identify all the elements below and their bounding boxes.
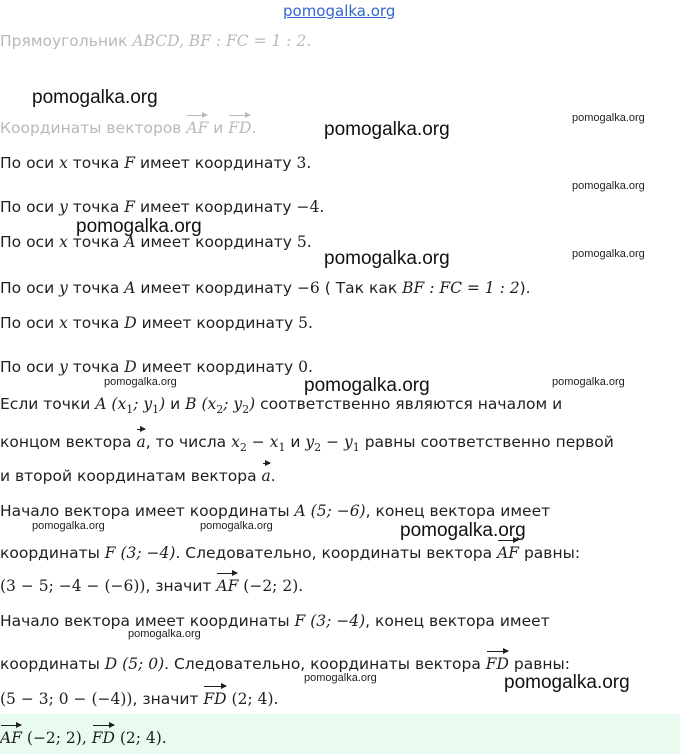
watermark: pomogalka.org (128, 628, 201, 640)
point-f-coords: F (3; −4) (294, 612, 366, 630)
rule-line (0, 395, 562, 416)
fd-result-line (0, 683, 278, 708)
point-d-coords: D (5; 0) (104, 655, 165, 673)
text: точка (72, 279, 120, 297)
text: точка (72, 314, 120, 332)
text: точка (72, 233, 120, 251)
text: имеет координату (141, 358, 294, 376)
axis-var: x (59, 233, 68, 251)
axis-var: x (59, 314, 68, 332)
text: Начало вектора имеет координаты (0, 502, 290, 520)
vector-fd: FD (486, 648, 509, 673)
text: равны соответственно первой (364, 433, 614, 451)
af-calc: (3 − 5; −4 − (−6)) (0, 577, 146, 595)
math: A (x (95, 395, 127, 413)
text: соответственно являются началом и (260, 395, 563, 413)
math: ; y (133, 395, 153, 413)
af-coords: (−2; 2). (243, 577, 304, 595)
watermark-link[interactable]: pomogalka.org (283, 2, 396, 20)
math: ) (249, 395, 256, 413)
af-line (0, 502, 550, 520)
text: . (270, 467, 276, 485)
watermark: pomogalka.org (304, 375, 430, 396)
text: По оси (0, 314, 55, 332)
x-diff (231, 433, 286, 455)
statement-math: ABCD, BF : FC = 1 : 2. (132, 32, 312, 50)
fd-answer: (2; 4). (119, 729, 167, 747)
watermark: pomogalka.org (504, 672, 630, 693)
text: По оси (0, 233, 55, 251)
vector-a: a (136, 426, 145, 451)
y-diff (305, 433, 360, 455)
vector-fd: FD (92, 722, 115, 747)
point-var: A (124, 279, 136, 297)
math: ) (159, 395, 166, 413)
subscript: 1 (126, 403, 134, 417)
point-var: D (124, 358, 137, 376)
text: , значит (132, 690, 199, 708)
text: концом вектора (0, 433, 132, 451)
fd-line (0, 612, 550, 630)
point-var: A (124, 233, 136, 251)
vector-fd: FD (228, 112, 251, 137)
axis-var: y (59, 358, 68, 376)
subscript: 2 (242, 403, 250, 417)
coord-value: 0. (298, 358, 313, 376)
text: , значит (145, 577, 212, 595)
text: координаты (0, 544, 100, 562)
statement-text: Прямоугольник (0, 32, 128, 50)
subscript: 1 (278, 441, 286, 455)
watermark: pomogalka.org (572, 180, 645, 192)
text: имеет координату (140, 233, 292, 251)
text: координаты (0, 655, 100, 673)
coord-value: 5. (298, 314, 313, 332)
text: По оси (0, 198, 55, 216)
point-a-coords: A (5; −6) (294, 502, 366, 520)
axis-var: x (59, 154, 68, 172)
math: − y (321, 433, 353, 451)
text: и второй координатам вектора (0, 467, 257, 485)
coord-line (0, 279, 531, 297)
point-var: F (124, 198, 136, 216)
watermark: pomogalka.org (572, 112, 645, 124)
subscript: 2 (314, 441, 322, 455)
point-f-coords: F (3; −4) (104, 544, 176, 562)
point-var: F (124, 154, 136, 172)
fd-calc: (5 − 3; 0 − (−4)) (0, 690, 133, 708)
coord-value: 3. (296, 154, 312, 172)
watermark: pomogalka.org (200, 520, 273, 532)
subscript: 1 (352, 441, 360, 455)
answer-line (0, 722, 167, 747)
conjunction: и (213, 119, 224, 137)
coord-value: −6 (296, 279, 320, 297)
axis-var: y (59, 279, 68, 297)
text: ). (519, 279, 531, 297)
text: . Следовательно, координаты вектора (175, 544, 493, 562)
coord-line (0, 233, 312, 251)
watermark: pomogalka.org (400, 520, 526, 541)
watermark: pomogalka.org (552, 376, 625, 388)
coord-line (0, 314, 313, 332)
watermark: pomogalka.org (76, 216, 202, 237)
ratio-math: BF : FC = 1 : 2 (402, 279, 520, 297)
heading-text: Координаты векторов (0, 119, 182, 137)
coord-line (0, 154, 311, 172)
text: , конец вектора имеет (365, 612, 550, 630)
point-a (95, 395, 166, 417)
af-result-line (0, 570, 303, 595)
subscript: 1 (152, 403, 160, 417)
vector-af: AF (216, 570, 238, 595)
watermark: pomogalka.org (572, 248, 645, 260)
text: , то числа (145, 433, 227, 451)
fd-line (0, 648, 570, 673)
text: Если точки (0, 395, 91, 413)
text: равны: (523, 544, 581, 562)
vector-af: AF (186, 112, 208, 137)
point-b (185, 395, 256, 417)
math: ; y (223, 395, 243, 413)
text: По оси (0, 154, 55, 172)
math: − x (246, 433, 279, 451)
coord-value: −4. (296, 198, 325, 216)
text: . Следовательно, координаты вектора (164, 655, 481, 673)
rule-line (0, 460, 276, 485)
text: , конец вектора имеет (365, 502, 551, 520)
period: . (251, 119, 257, 137)
rule-line (0, 426, 614, 454)
watermark: pomogalka.org (104, 376, 177, 388)
vectors-heading (0, 112, 256, 137)
text: и (170, 395, 181, 413)
math: x (231, 433, 240, 451)
coord-value: 5. (296, 233, 312, 251)
text: ( Так как (324, 279, 398, 297)
text: имеет координату (140, 279, 292, 297)
point-var: D (124, 314, 137, 332)
watermark: pomogalka.org (32, 520, 105, 532)
af-line (0, 537, 580, 562)
watermark: pomogalka.org (32, 87, 158, 108)
math: B (x (185, 395, 217, 413)
text: Начало вектора имеет координаты (0, 612, 290, 630)
text: и (290, 433, 301, 451)
text: имеет координату (139, 154, 292, 172)
subscript: 2 (216, 403, 224, 417)
text: точка (72, 198, 120, 216)
vector-af: AF (497, 537, 519, 562)
text: точка (72, 154, 120, 172)
coord-line (0, 358, 313, 376)
vector-fd: FD (203, 683, 226, 708)
watermark: pomogalka.org (304, 672, 377, 684)
text: По оси (0, 358, 55, 376)
watermark: pomogalka.org (324, 119, 450, 140)
text: равны: (513, 655, 570, 673)
axis-var: y (59, 198, 68, 216)
text: имеет координату (139, 198, 292, 216)
vector-af: AF (0, 722, 22, 747)
fd-coords: (2; 4). (231, 690, 279, 708)
vector-a: a (262, 460, 271, 485)
af-answer: (−2; 2), (26, 729, 87, 747)
problem-statement (0, 32, 311, 50)
watermark: pomogalka.org (324, 248, 450, 269)
subscript: 2 (239, 441, 247, 455)
coord-line (0, 198, 324, 216)
math: y (305, 433, 315, 451)
text: имеет координату (141, 314, 294, 332)
text: точка (72, 358, 120, 376)
text: По оси (0, 279, 55, 297)
